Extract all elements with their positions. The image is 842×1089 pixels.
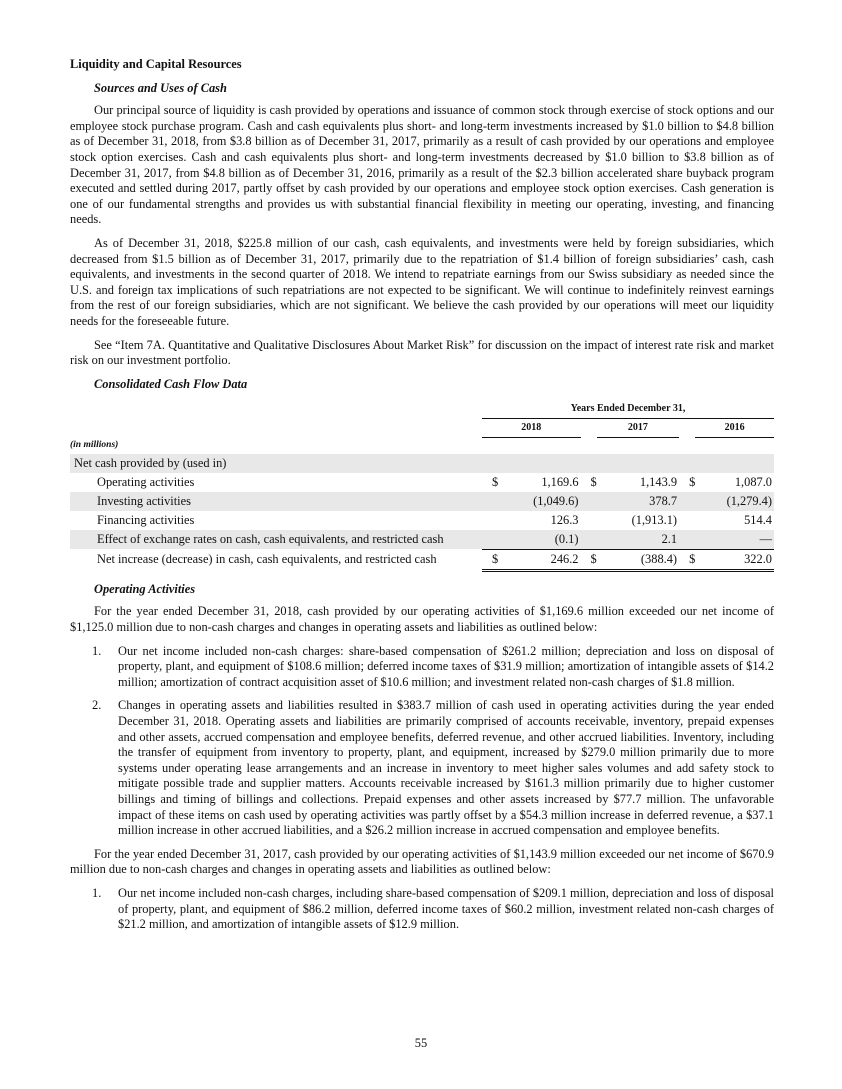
paragraph-market-risk: See “Item 7A. Quantitative and Qualitative Disclosures About Market Risk” for discussion on the impact of interest rate risk and market risk on our investment portfolio.	[70, 337, 774, 368]
section-label: Net cash provided by (used in)	[70, 454, 774, 473]
units-label: (in millions)	[70, 440, 119, 451]
column-header-2018: 2018	[482, 419, 581, 438]
cash-flow-table	[70, 399, 774, 572]
list-item: 1. Our net income included non-cash charges: share-based compensation of $261.2 million; depreciation and loss on disposal of property, plant, and equipment of $108.6 million; deferred income taxes of $31.9 million; amortization of intangible assets of $14.2 million; amortization of contract acquisition asset of $10.6 million; and investment related non-cash charges of $1.8 million.	[92, 643, 774, 689]
table-row: Operating activities $ 1,169.6 $ 1,143.9 $ 1,087.0	[97, 474, 772, 489]
list-2017-items	[70, 886, 774, 933]
column-header-2016: 2016	[695, 419, 774, 438]
page-number: 55	[414, 1036, 428, 1050]
paragraph-operating-2017: For the year ended December 31, 2017, cash provided by our operating activities of $1,143.9 million exceeded our net income of $670.9 million due to non-cash charges and changes in operating assets and liabilities as outlined below:	[70, 846, 774, 877]
table-row-total: Net increase (decrease) in cash, cash equivalents, and restricted cash $ 246.2 $ (388.4) $ 322.0	[70, 549, 774, 570]
subsection-heading-operating: Operating Activities	[94, 581, 196, 596]
subsection-heading-sources: Sources and Uses of Cash	[94, 80, 227, 95]
table-row: Investing activities (1,049.6) 378.7 (1,279.4)	[70, 492, 774, 511]
document-page	[70, 57, 774, 941]
list-2018-items	[70, 644, 774, 839]
subsection-heading-cashflow: Consolidated Cash Flow Data	[94, 376, 248, 391]
paragraph-liquidity: Our principal source of liquidity is cash provided by operations and issuance of common stock through exercise of stock options and our employee stock purchase program. Cash and cash equivalents plus short- and long-term investments increased by $1.0 billion to $4.8 billion as of December 31, 2018, from $3.8 billion as of December 31, 2017, primarily as a result of cash provided by our operations and employee stock option exercises. Cash and cash equivalents plus short- and long-term investments decreased by $1.0 billion to $3.8 billion as of December 31, 2017, from $4.8 billion as of December 31, 2016, primarily as a result of the $2.3 billion accelerated share buyback program executed and settled during 2017, partly offset by cash provided by our operations and employee stock option exercises. Cash generation is one of our fundamental strengths and provides us with substantial financial flexibility in meeting our operating, investing, and financing needs.	[70, 103, 774, 227]
column-header-2017: 2017	[597, 419, 679, 438]
list-item: 1. Our net income included non-cash charges, including share-based compensation of $209.1 million, depreciation and loss of disposal of property, plant, and equipment of $86.2 million, deferred income taxes of $60.2 million, investment related non-cash charges of $21.2 million, and amortization of intangible assets of $12.9 million.	[92, 885, 774, 932]
table-row: Financing activities 126.3 (1,913.1) 514.4	[97, 512, 772, 527]
table-row: Effect of exchange rates on cash, cash equivalents, and restricted cash (0.1) 2.1 —	[70, 530, 774, 550]
list-item: 2. Changes in operating assets and liabilities resulted in $383.7 million of cash used in operating activities during the year ended December 31, 2018. Operating assets and liabilities are primarily comprised of accounts receivable, inventory, prepaid expenses and other assets, accrued compensation and employee benefits, deferred revenue, and other accrued liabilities. Inventory, including the transfer of equipment from inventory to property, plant, and equipment, increased by $279.0 million primarily due to more systems under operating lease arrangements and an increase in inventory to meet higher sales volumes and add safety stock to mitigate possible trade and supplier matters. Accounts receivable increased by $161.3 million primarily due to higher customer billings and timing of billings and collections. Prepaid expenses and other assets increased by $77.7 million. The unfavorable impact of these items on cash used by operating activities was partly offset by a $54.3 million increase in deferred revenue, a $37.1 million increase in other accrued liabilities, and a $26.2 million increase in accrued compensation and employee benefits.	[92, 698, 774, 838]
years-header: Years Ended December 31,	[482, 399, 774, 419]
paragraph-operating-2018: For the year ended December 31, 2018, cash provided by our operating activities of $1,169.6 million exceeded our net income of $1,125.0 million due to non-cash charges and changes in operating assets and liabilities as outlined below:	[70, 604, 774, 635]
section-heading: Liquidity and Capital Resources	[70, 57, 242, 71]
paragraph-foreign-subsidiaries: As of December 31, 2018, $225.8 million of our cash, cash equivalents, and investments were held by foreign subsidiaries, which decreased from $1.5 billion as of December 31, 2017, primarily due to the repatriation of $1.4 billion of foreign subsidiaries’ cash, cash equivalents, and investments in the second quarter of 2018. We intend to repatriate earnings from our Swiss subsidiary as needed since the U.S. and foreign tax implications of such repatriations are not expected to be significant. We will continue to indefinitely reinvest earnings from the rest of our foreign subsidiaries, which are not significant. We believe the cash provided by our operations will meet our liquidity needs for the foreseeable future.	[70, 235, 774, 328]
